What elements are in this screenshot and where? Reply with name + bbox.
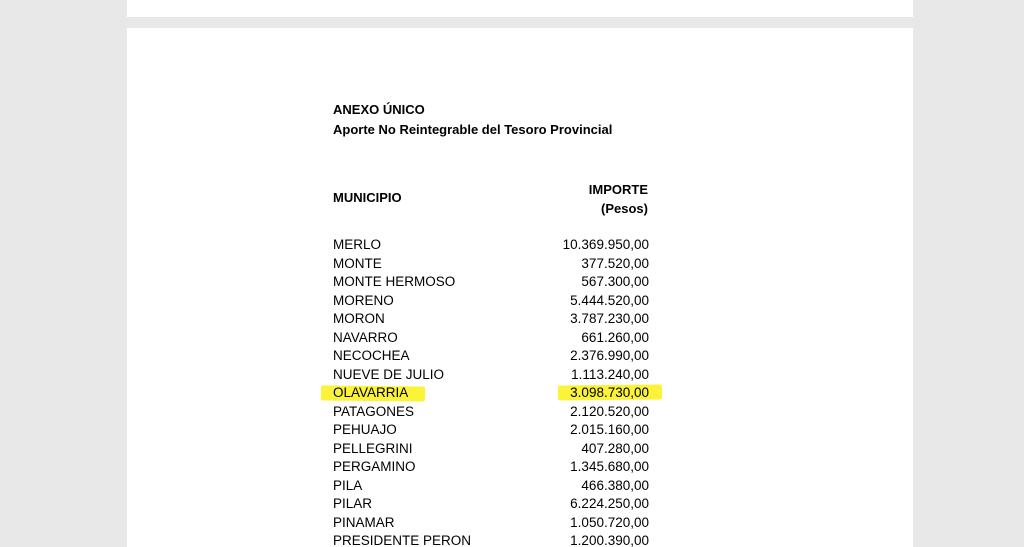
- municipio-name: PRESIDENTE PERON: [333, 533, 472, 547]
- table-row: [333, 514, 649, 533]
- importe-amount: 2.376.990,00: [570, 348, 649, 363]
- importe-amount: 1.200.390,00: [570, 533, 649, 547]
- table-row: [333, 477, 649, 496]
- importe-amount: 3.098.730,00: [570, 385, 649, 400]
- municipio-name: MONTE HERMOSO: [333, 274, 456, 289]
- importe-amount: 2.120.520,00: [570, 403, 649, 419]
- importe-amount: 3.787.230,00: [570, 311, 649, 326]
- column-header-importe: [589, 180, 648, 218]
- importe-amount: 2.015.160,00: [570, 422, 649, 437]
- importe-amount: 10.369.950,00: [562, 237, 649, 252]
- annex-subtitle: Aporte No Reintegrable del Tesoro Provincial: [333, 122, 613, 137]
- municipio-name: MORENO: [333, 292, 394, 308]
- municipio-name: NAVARRO: [333, 329, 398, 345]
- importe-amount: 377.520,00: [581, 255, 649, 271]
- table-row: [333, 236, 649, 255]
- municipio-name: NECOCHEA: [333, 348, 410, 363]
- municipio-name: PERGAMINO: [333, 459, 416, 474]
- municipio-list: [333, 236, 649, 547]
- importe-amount: 6.224.250,00: [570, 496, 649, 511]
- importe-amount: 5.444.520,00: [570, 292, 649, 308]
- municipio-name: PEHUAJO: [333, 422, 397, 437]
- annex-title: ANEXO ÚNICO: [333, 102, 425, 117]
- table-row: [333, 347, 649, 366]
- importe-amount: 567.300,00: [581, 274, 649, 289]
- importe-amount: 466.380,00: [581, 477, 649, 493]
- column-header-importe-label: IMPORTE: [588, 182, 648, 197]
- table-row: [333, 495, 649, 514]
- importe-amount: 1.050.720,00: [570, 514, 649, 530]
- municipio-name: MONTE: [333, 255, 382, 271]
- table-row: [333, 255, 649, 274]
- importe-amount: 1.113.240,00: [571, 366, 649, 382]
- importe-amount: 661.260,00: [581, 329, 649, 345]
- municipio-name: PELLEGRINI: [333, 440, 413, 456]
- table-row: [333, 458, 649, 477]
- table-row: [333, 292, 649, 311]
- municipio-name: MORON: [333, 311, 385, 326]
- municipio-name: PINAMAR: [333, 514, 395, 530]
- table-row: [333, 329, 649, 348]
- column-header-municipio: MUNICIPIO: [333, 190, 402, 205]
- table-row: [333, 310, 649, 329]
- table-row: [333, 421, 649, 440]
- table-row: [333, 384, 649, 403]
- table-row: [333, 366, 649, 385]
- municipio-name: MERLO: [333, 237, 382, 252]
- previous-page: [127, 0, 913, 17]
- municipio-name: OLAVARRIA: [333, 385, 409, 400]
- importe-amount: 407.280,00: [581, 440, 649, 456]
- table-row: [333, 532, 649, 547]
- table-row: [333, 403, 649, 422]
- table-row: [333, 440, 649, 459]
- table-row: [333, 273, 649, 292]
- municipio-name: NUEVE DE JULIO: [333, 366, 445, 382]
- municipio-name: PILA: [333, 477, 363, 493]
- importe-amount: 1.345.680,00: [570, 459, 649, 474]
- municipio-name: PILAR: [333, 496, 373, 511]
- document-page: [127, 28, 913, 547]
- column-header-importe-unit: (Pesos): [601, 201, 648, 216]
- municipio-name: PATAGONES: [333, 403, 415, 419]
